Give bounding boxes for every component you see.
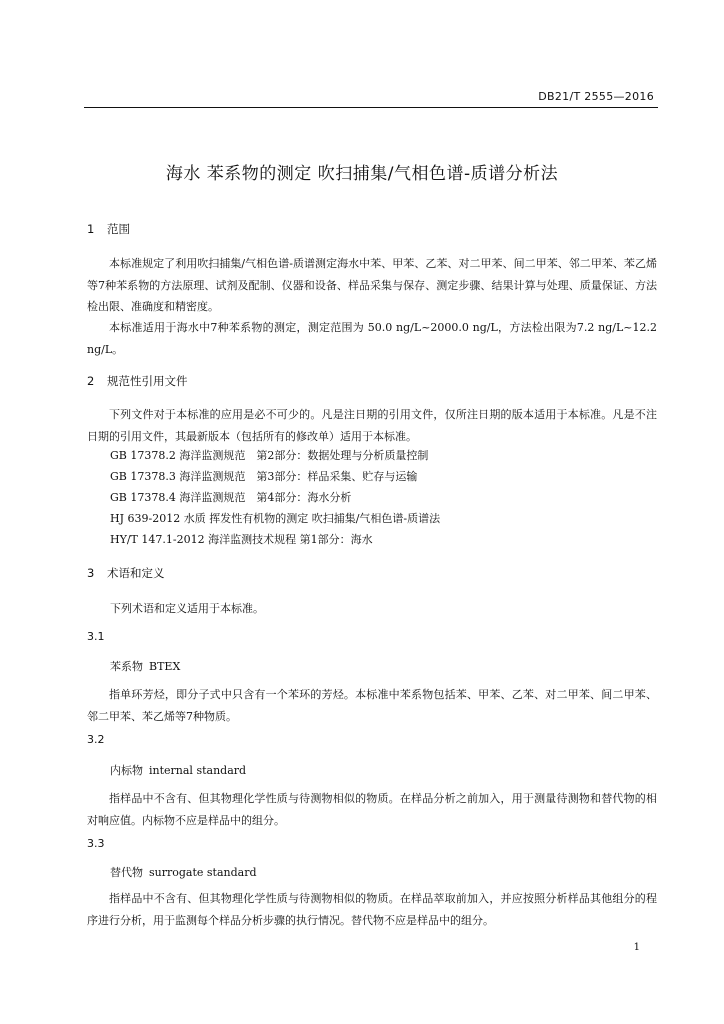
term-entry <box>110 864 257 880</box>
section-number: 2 <box>87 374 95 388</box>
term-en: internal standard <box>149 764 247 777</box>
reference-item: HJ 639-2012 水质 挥发性有机物的测定 吹扫捕集/气相色谱-质谱法 <box>110 512 441 525</box>
term-definition: 指单环芳烃，即分子式中只含有一个苯环的芳烃。本标准中苯系物包括苯、甲苯、乙苯、对二甲苯、间二甲苯、邻二甲苯、苯乙烯等7种物质。 <box>87 688 657 723</box>
section-number: 1 <box>87 222 95 236</box>
paragraph: 本标准适用于海水中7种苯系物的测定，测定范围为 50.0 ng/L~2000.0 ng/L，方法检出限为7.2 ng/L~12.2 ng/L。 <box>87 321 657 356</box>
term-zh: 内标物 <box>110 764 143 777</box>
reference-item: GB 17378.2 海洋监测规范 第2部分：数据处理与分析质量控制 <box>110 449 429 462</box>
section-title: 范围 <box>107 222 130 236</box>
paragraph: 下列文件对于本标准的应用是必不可少的。凡是注日期的引用文件，仅所注日期的版本适用于本标准。凡是不注日期的引用文件，其最新版本（包括所有的修改单）适用于本标准。 <box>87 408 657 443</box>
term-en: BTEX <box>149 660 181 673</box>
term-en: surrogate standard <box>149 866 257 879</box>
reference-item: HY/T 147.1-2012 海洋监测技术规程 第1部分：海水 <box>110 533 373 546</box>
reference-item: GB 17378.3 海洋监测规范 第3部分：样品采集、贮存与运输 <box>110 470 418 483</box>
clause-number: 3.3 <box>87 837 105 850</box>
clause-number: 3.2 <box>87 733 105 746</box>
header-rule <box>84 107 658 108</box>
clause-number: 3.1 <box>87 630 105 643</box>
section-intro: 下列术语和定义适用于本标准。 <box>110 602 264 615</box>
term-entry <box>110 762 246 778</box>
reference-item: GB 17378.4 海洋监测规范 第4部分：海水分析 <box>110 491 352 504</box>
term-definition: 指样品中不含有、但其物理化学性质与待测物相似的物质。在样品萃取前加入，并应按照分析样品其他组分的程序进行分析，用于监测每个样品分析步骤的执行情况。替代物不应是样品中的组分。 <box>87 892 657 927</box>
standard-code: DB21/T 2555—2016 <box>538 90 654 103</box>
paragraph: 本标准规定了利用吹扫捕集/气相色谱-质谱测定海水中苯、甲苯、乙苯、对二甲苯、间二甲苯、邻二甲苯、苯乙烯等7种苯系物的方法原理、试剂及配制、仪器和设备、样品采集与保存、测定步骤、结果计算与处理、质量保证、方法检出限、准确度和精密度。 <box>87 257 657 313</box>
section-title: 术语和定义 <box>107 566 165 580</box>
term-zh: 替代物 <box>110 866 143 879</box>
term-entry <box>110 658 180 674</box>
section-heading <box>87 565 165 581</box>
section-title: 规范性引用文件 <box>107 374 188 388</box>
term-zh: 苯系物 <box>110 660 143 673</box>
document-title: 海水 苯系物的测定 吹扫捕集/气相色谱-质谱分析法 <box>165 164 559 184</box>
term-definition: 指样品中不含有、但其物理化学性质与待测物相似的物质。在样品分析之前加入，用于测量待测物和替代物的相对响应值。内标物不应是样品中的组分。 <box>87 792 657 827</box>
section-heading <box>87 373 188 389</box>
page-number: 1 <box>633 942 640 953</box>
section-number: 3 <box>87 566 95 580</box>
section-heading <box>87 221 130 237</box>
